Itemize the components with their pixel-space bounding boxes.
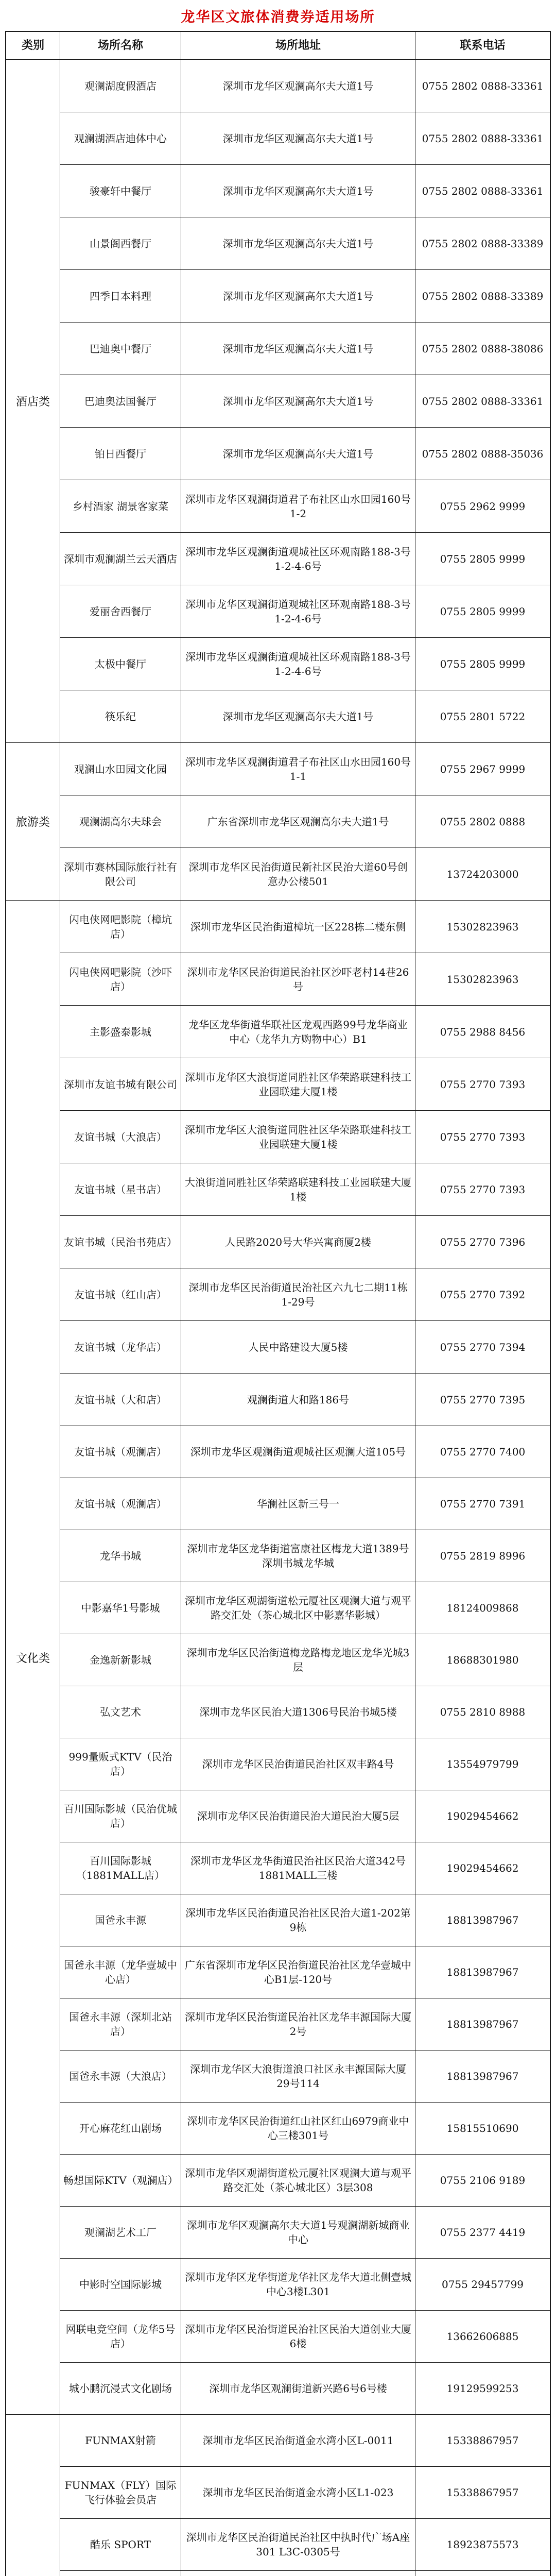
table-row	[6, 848, 550, 901]
header-venue-address: 场所地址	[181, 32, 415, 59]
category-label	[6, 2415, 60, 2576]
venue-name: 太极中餐厅	[60, 638, 181, 690]
table-row	[6, 1374, 550, 1426]
table-row	[6, 953, 550, 1006]
venue-address: 深圳市龙华区观澜街道观城社区环观南路188-3号1-2-4-6号	[181, 585, 415, 637]
venue-name: 百川国际影城（民治优城店）	[60, 1790, 181, 1842]
venue-address: 深圳市龙华区大浪街道浪口社区永丰源国际大厦29号114	[181, 2050, 415, 2102]
venue-phone: 15338867957	[446, 2434, 519, 2447]
table-row	[6, 1058, 550, 1111]
table-row	[6, 2155, 550, 2207]
table-row	[6, 1842, 550, 1894]
venue-name: 弘文艺术	[60, 1686, 181, 1738]
venue-address: 深圳市龙华区观澜街道观城社区环观南路188-3号1-2-4-6号	[181, 533, 415, 585]
venue-phone: 0755 2802 0888-33361	[422, 132, 544, 145]
venue-phone: 0755 2810 8988	[440, 1706, 526, 1718]
venue-name: 观澜山水田园文化园	[60, 743, 181, 795]
venue-phone: 0755 2802 0888-33361	[422, 79, 544, 92]
venue-address: 深圳市龙华区观澜高尔夫大道1号	[181, 428, 415, 480]
venue-phone: 18813987967	[446, 2070, 519, 2082]
venue-name: 城小鹏沉浸式文化剧场	[60, 2363, 181, 2414]
venue-address: 深圳市龙华区观湖街道松元厦社区观澜大道与观平路交汇处（茶心城北区中影嘉华影城）	[181, 1582, 415, 1634]
venue-phone: 18124009868	[446, 1602, 519, 1614]
venue-phone: 0755 2805 9999	[440, 552, 526, 565]
venue-name: 观澜湖艺术工厂	[60, 2207, 181, 2258]
venue-name: 闪电侠网吧影院（樟坑店）	[60, 901, 181, 953]
venue-address: 深圳市龙华区民治街道民治社区中执时代广场A座301 L3C-0305号	[181, 2519, 415, 2570]
venue-name: 深圳市观澜湖兰云天酒店	[60, 533, 181, 585]
table-row	[6, 2103, 550, 2155]
venue-name: 酷乐 SPORT	[60, 2519, 181, 2570]
category-label: 文化类	[6, 901, 60, 2415]
venue-name: 999量贩式KTV（民治店）	[60, 1738, 181, 1790]
venue-phone: 13554979799	[446, 1758, 519, 1770]
header-category: 类别	[6, 32, 60, 59]
table-row	[6, 1998, 550, 2050]
venue-phone: 0755 2802 0888-33361	[422, 184, 544, 197]
venue-phone: 0755 2770 7392	[440, 1288, 526, 1301]
venue-name: 筷乐纪	[60, 690, 181, 742]
venue-name: 金逸新新影城	[60, 1634, 181, 1686]
venue-address: 深圳市龙华区观澜街道君子布社区山水田园160号1-1	[181, 743, 415, 795]
venue-name: 观澜湖高尔夫球会	[60, 795, 181, 848]
title-bar	[0, 0, 556, 31]
venue-phone: 13724203000	[446, 868, 519, 880]
table-row	[6, 270, 550, 323]
venue-name: 中影时空国际影城	[60, 2259, 181, 2310]
table-row	[6, 1426, 550, 1478]
venue-name: 友谊书城（龙华店）	[60, 1321, 181, 1373]
venue-name: 骏豪轩中餐厅	[60, 165, 181, 217]
venue-name: 闪电侠网吧影院（沙吓店）	[60, 953, 181, 1005]
table-row	[6, 1006, 550, 1058]
table-row	[6, 428, 550, 480]
table-row	[6, 2311, 550, 2363]
table-row	[6, 1946, 550, 1998]
venue-phone: 18813987967	[446, 2018, 519, 2030]
venue-address: 深圳市龙华区观澜街道观城社区环观南路188-3号1-2-4-6号	[181, 638, 415, 690]
venue-phone: 0755 2770 7393	[440, 1078, 526, 1091]
venue-name: 友谊书城（民治书苑店）	[60, 1216, 181, 1268]
venue-name: 国爸永丰源（深圳北站店）	[60, 1998, 181, 2050]
venue-phone: 0755 2802 0888	[440, 815, 526, 828]
table-row	[6, 1478, 550, 1530]
venue-address: 广东省深圳市龙华区观澜高尔夫大道1号	[181, 795, 415, 848]
venue-phone: 19129599253	[446, 2382, 519, 2395]
venue-name: 友谊书城（星书店）	[60, 1163, 181, 1215]
venue-phone: 0755 2967 9999	[440, 762, 526, 775]
venue-address: 深圳市龙华区观澜高尔夫大道1号观澜湖新城商业中心	[181, 2207, 415, 2258]
venue-address: 深圳市龙华区龙华街道龙华社区龙华大道北侧壹城中心3楼L301	[181, 2259, 415, 2310]
venue-name: 乡村酒家 湖景客家菜	[60, 480, 181, 532]
venue-phone: 15815510690	[446, 2122, 519, 2134]
venue-phone: 0755 2988 8456	[440, 1025, 526, 1038]
venue-phone: 19029454662	[446, 1810, 519, 1822]
table-row	[6, 1634, 550, 1686]
venue-address: 深圳市龙华区观澜高尔夫大道1号	[181, 60, 415, 112]
table-row	[6, 1686, 550, 1738]
venue-phone: 19029454662	[446, 1862, 519, 1874]
venue-address: 深圳市龙华区大浪街道同胜社区华荣路联建科技工业园联建大厦1楼	[181, 1111, 415, 1163]
table-row	[6, 901, 550, 953]
venue-phone: 0755 2962 9999	[440, 500, 526, 513]
table-row	[6, 1894, 550, 1946]
venue-address: 深圳市龙华区观澜高尔夫大道1号	[181, 112, 415, 164]
venue-address: 深圳市龙华区观湖街道松元厦社区观澜大道与观平路交汇处（茶心城北区）3层308	[181, 2155, 415, 2206]
table-row	[6, 1163, 550, 1216]
venue-address: 深圳市龙华区观澜高尔夫大道1号	[181, 217, 415, 269]
venue-address: 龙华区龙华街道华联社区龙观西路99号龙华商业中心（龙华九方购物中心）B1	[181, 1006, 415, 1058]
venue-phone: 0755 2770 7400	[440, 1446, 526, 1458]
table-row	[6, 1268, 550, 1321]
venue-table	[5, 31, 551, 2576]
venue-phone: 0755 2801 5722	[440, 710, 526, 723]
venue-name: 观澜湖度假酒店	[60, 60, 181, 112]
venue-phone: 0755 2377 4419	[440, 2226, 526, 2239]
venue-phone: 18688301980	[446, 1654, 519, 1666]
venue-phone: 18813987967	[446, 1914, 519, 1926]
venue-phone: 0755 2770 7391	[440, 1498, 526, 1510]
venue-phone: 15338867957	[446, 2486, 519, 2499]
venue-address: 深圳市龙华区民治街道金水湾小区L1-023	[181, 2467, 415, 2518]
table-row	[6, 795, 550, 848]
venue-phone: 0755 2805 9999	[440, 605, 526, 618]
table-row	[6, 690, 550, 743]
category-label: 酒店类	[6, 60, 60, 743]
venue-phone: 0755 2770 7394	[440, 1341, 526, 1353]
header-phone: 联系电话	[460, 39, 506, 53]
venue-address: 观澜街道大和路186号	[181, 1374, 415, 1426]
venue-address: 广东省深圳市龙华区民治街道民治社区龙华壹城中心B1层-120号	[181, 1946, 415, 1998]
table-row	[6, 1530, 550, 1582]
venue-phone: 0755 2819 8996	[440, 1550, 526, 1562]
venue-address: 深圳市龙华区民治大道1306号民治书城5楼	[181, 1686, 415, 1738]
venue-address: 人民路2020号大华兴寓商厦2楼	[181, 1216, 415, 1268]
page-title: 龙华区文旅体消费券适用场所	[181, 9, 375, 25]
table-row	[6, 2571, 550, 2576]
category-label: 旅游类	[6, 743, 60, 901]
venue-address: 深圳市龙华区观澜高尔夫大道1号	[181, 690, 415, 742]
venue-address: 大浪街道同胜社区华荣路联建科技工业园联建大厦1楼	[181, 1163, 415, 1215]
table-row	[6, 1216, 550, 1268]
table-row	[6, 1582, 550, 1634]
venue-phone: 0755 2802 0888-33389	[422, 290, 544, 302]
venue-phone: 0755 2770 7396	[440, 1235, 526, 1248]
venue-name: 友谊书城（大和店）	[60, 1374, 181, 1426]
venue-phone: 0755 2802 0888-35036	[422, 447, 544, 460]
table-row	[6, 743, 550, 795]
venue-address: 深圳市龙华区观澜街道观城社区观澜大道105号	[181, 1426, 415, 1478]
venue-name: 国爸永丰源	[60, 1894, 181, 1946]
venue-name: 友谊书城（观澜店）	[60, 1426, 181, 1478]
venue-name: 铂日西餐厅	[60, 428, 181, 480]
venue-address: 深圳市龙华区民治街道民治社区民治大道1-202第9栋	[181, 1894, 415, 1946]
table-row	[6, 1321, 550, 1374]
table-row	[6, 2207, 550, 2259]
venue-name: 国爸永丰源（龙华壹城中心店）	[60, 1946, 181, 1998]
venue-address: 深圳市龙华区民治街道金水湾小区L-0011	[181, 2415, 415, 2466]
table-row	[6, 1111, 550, 1163]
venue-address: 人民中路建设大厦5楼	[181, 1321, 415, 1373]
venue-phone: 15302823963	[446, 973, 519, 986]
venue-address: 深圳市龙华区民治街道民新社区民治大道60号创意办公楼501	[181, 848, 415, 900]
venue-phone: 0755 2802 0888-38086	[422, 342, 544, 355]
venue-phone	[415, 2571, 550, 2576]
venue-address: 深圳市龙华区观澜高尔夫大道1号	[181, 323, 415, 375]
venue-phone: 18813987967	[446, 1966, 519, 1978]
table-row	[6, 112, 550, 165]
venue-address: 深圳市龙华区观澜高尔夫大道1号	[181, 270, 415, 322]
venue-address: 深圳市龙华区民治街道樟坑一区228栋二楼东侧	[181, 901, 415, 953]
venue-address: 深圳市龙华区龙华街道富康社区梅龙大道1389号深圳书城龙华城	[181, 1530, 415, 1582]
venue-name: 国爸永丰源（大浪店）	[60, 2050, 181, 2102]
venue-name: 中影嘉华1号影城	[60, 1582, 181, 1634]
venue-name: FUNMAX射箭	[60, 2415, 181, 2466]
table-row	[6, 638, 550, 690]
venue-address: 深圳市龙华区观澜街道君子布社区山水田园160号1-2	[181, 480, 415, 532]
venue-address: 深圳市龙华区民治街道民治社区民治大道创业大厦6楼	[181, 2311, 415, 2362]
venue-address: 深圳市龙华区民治街道民治社区双丰路4号	[181, 1738, 415, 1790]
venue-phone: 0755 2802 0888-33389	[422, 237, 544, 250]
venue-address: 深圳市龙华区观澜街道新兴路6号6号楼	[181, 2363, 415, 2414]
venue-name	[60, 2571, 181, 2576]
venue-name: 巴迪奥中餐厅	[60, 323, 181, 375]
venue-phone: 0755 2770 7395	[440, 1393, 526, 1406]
venue-name: 观澜湖酒店迪体中心	[60, 112, 181, 164]
table-row	[6, 165, 550, 217]
venue-name: 爱丽舍西餐厅	[60, 585, 181, 637]
venue-phone: 0755 2802 0888-33361	[422, 395, 544, 408]
venue-phone: 0755 2770 7393	[440, 1183, 526, 1196]
table-row	[6, 2519, 550, 2571]
venue-name: 巴迪奥法国餐厅	[60, 375, 181, 427]
table-row	[6, 2050, 550, 2103]
table-row	[6, 2259, 550, 2311]
venue-address: 深圳市龙华区龙华街道民治社区民治大道342号1881MALL三楼	[181, 1842, 415, 1894]
venue-name: 主影盛泰影城	[60, 1006, 181, 1058]
table-row	[6, 2467, 550, 2519]
venue-phone: 13662606885	[446, 2330, 519, 2343]
table-row	[6, 480, 550, 533]
venue-name: 网联电竞空间（龙华5号店）	[60, 2311, 181, 2362]
venue-phone: 0755 2770 7393	[440, 1130, 526, 1143]
table-row	[6, 60, 550, 112]
venue-address: 深圳市龙华区民治街道民治社区六九七二期11栋1-29号	[181, 1268, 415, 1320]
venue-name: 友谊书城（大浪店）	[60, 1111, 181, 1163]
venue-address: 深圳市龙华区观澜高尔夫大道1号	[181, 165, 415, 217]
venue-name: 友谊书城（红山店）	[60, 1268, 181, 1320]
venue-phone: 0755 29457799	[441, 2278, 524, 2291]
table-header	[6, 32, 550, 60]
venue-address: 深圳市龙华区民治街道梅龙路梅龙地区龙华光城3层	[181, 1634, 415, 1686]
table-row	[6, 217, 550, 270]
table-row	[6, 1738, 550, 1790]
table-row	[6, 2415, 550, 2467]
venue-name: 深圳市赛林国际旅行社有限公司	[60, 848, 181, 900]
venue-name: 友谊书城（观澜店）	[60, 1478, 181, 1530]
table-row	[6, 533, 550, 585]
venue-name: 山景阁西餐厅	[60, 217, 181, 269]
venue-name: 百川国际影城（1881MALL店）	[60, 1842, 181, 1894]
venue-name: 深圳市友谊书城有限公司	[60, 1058, 181, 1110]
table-row	[6, 323, 550, 375]
venue-phone: 0755 2805 9999	[440, 657, 526, 670]
venue-phone: 18923875573	[446, 2538, 519, 2551]
table-row	[6, 1790, 550, 1842]
venue-name: 龙华书城	[60, 1530, 181, 1582]
venue-address: 深圳市龙华区民治街道民治社区龙华丰源国际大厦2号	[181, 1998, 415, 2050]
venue-name: 开心麻花红山剧场	[60, 2103, 181, 2154]
header-venue-name: 场所名称	[60, 32, 181, 59]
venue-name: 四季日本料理	[60, 270, 181, 322]
venue-address: 华澜社区新三号一	[181, 1478, 415, 1530]
venue-address	[181, 2571, 415, 2576]
venue-address: 深圳市龙华区民治街道红山社区红山6979商业中心三楼301号	[181, 2103, 415, 2154]
table-row	[6, 375, 550, 428]
venue-phone: 15302823963	[446, 920, 519, 933]
venue-name: FUNMAX（FLY）国际飞行体验会员店	[60, 2467, 181, 2518]
table-row	[6, 2363, 550, 2415]
venue-address: 深圳市龙华区民治街道民治社区沙吓老村14巷26号	[181, 953, 415, 1005]
venue-name: 畅想国际KTV（观澜店）	[60, 2155, 181, 2206]
venue-address: 深圳市龙华区观澜高尔夫大道1号	[181, 375, 415, 427]
venue-address: 深圳市龙华区民治街道民治大道民治大厦5层	[181, 1790, 415, 1842]
venue-address: 深圳市龙华区大浪街道同胜社区华荣路联建科技工业园联建大厦1楼	[181, 1058, 415, 1110]
table-row	[6, 585, 550, 638]
venue-phone: 0755 2106 9189	[440, 2174, 526, 2187]
